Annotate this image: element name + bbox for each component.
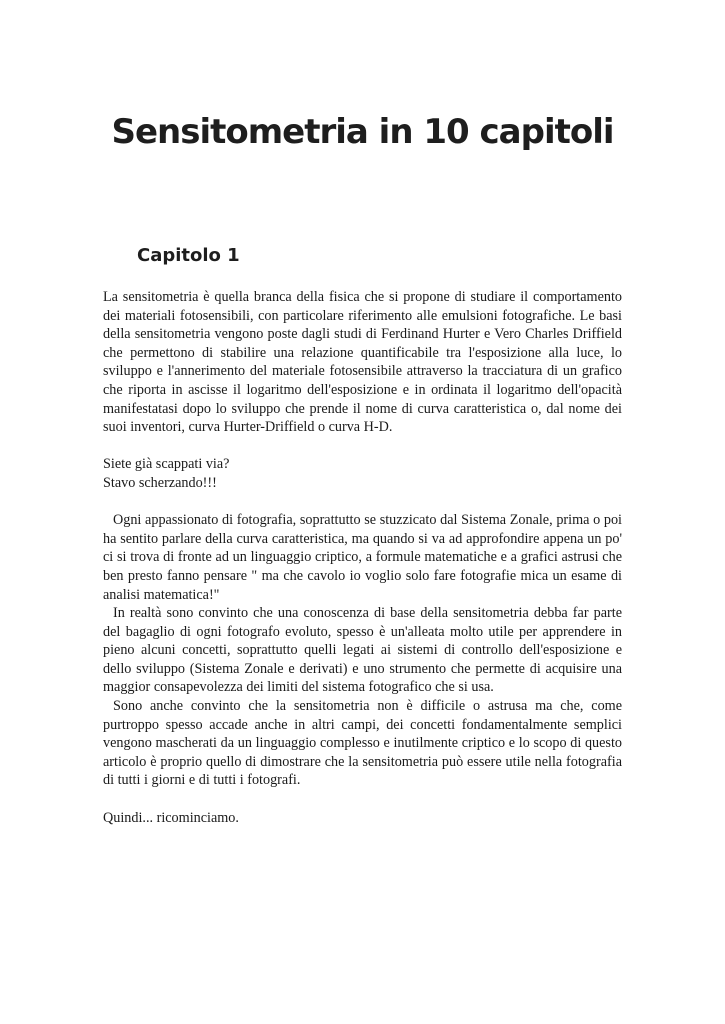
joke-line-1: Siete già scappati via?	[103, 456, 230, 473]
paragraph-2: In realtà sono convinto che una conoscenza di base della sensitometria debba far parte del bagaglio di ogni fotografo evoluto, spesso è un'alleata molto utile per apprendere in pieno alcuni concetti, soprattutto quelli legati ai sistemi di controllo dell'esposizione e dello sviluppo (Sistema Zonale e derivati) e uno strumento che permette di acquisire una maggior consapevolezza dei limiti del sistema fotografico che si usa.	[103, 605, 622, 696]
joke-line-2: Stavo scherzando!!!	[103, 474, 217, 491]
paragraph-spacer	[103, 437, 622, 456]
body-text	[103, 288, 622, 827]
chapter-heading: Capitolo 1	[137, 245, 240, 266]
closing-line: Quindi... ricominciamo.	[103, 809, 239, 826]
intro-paragraph: La sensitometria è quella branca della fisica che si propone di studiare il comportamento dei materiali fotosensibili, con particolare riferimento alle emulsioni fotografiche. Le basi della sensitometria vengono poste dagli studi di Ferdinand Hurter e Vero Charles Driffield che permettono di stabilire una relazione quantificabile tra l'esposizione alla luce, lo sviluppo e l'annerimento del materiale fotosensibile attraverso la tracciatura di un grafico che riporta in ascisse il logaritmo dell'esposizione e in ordinata il logaritmo dell'opacità manifestatasi dopo lo sviluppo che prende il nome di curva caratteristica o, dal nome dei suoi inventori, curva Hurter-Driffield o curva H-D.	[103, 289, 622, 436]
paragraph-spacer	[103, 790, 622, 809]
paragraph-spacer	[103, 493, 622, 512]
document-title: Sensitometria in 10 capitoli	[111, 112, 614, 152]
paragraph-1: Ogni appassionato di fotografia, soprattutto se stuzzicato dal Sistema Zonale, prima o poi ha sentito parlare della curva caratteristica, ma quando si va ad approfondire appena un po' ci si trova di fronte ad un linguaggio criptico, a formule matematiche e a grafici astrusi che ben presto fanno pensare " ma che cavolo io voglio solo fare fotografie mica un esame di analisi matematica!"	[103, 512, 622, 603]
paragraph-3: Sono anche convinto che la sensitometria non è difficile o astrusa ma che, come purtroppo spesso accade anche in altri campi, dei concetti fondamentalmente semplici vengono mascherati da un linguaggio complesso e inutilmente criptico e lo scopo di questo articolo è proprio quello di dimostrare che la sensitometria può essere utile nella fotografia di tutti i giorni e di tutti i fotografi.	[103, 698, 622, 789]
